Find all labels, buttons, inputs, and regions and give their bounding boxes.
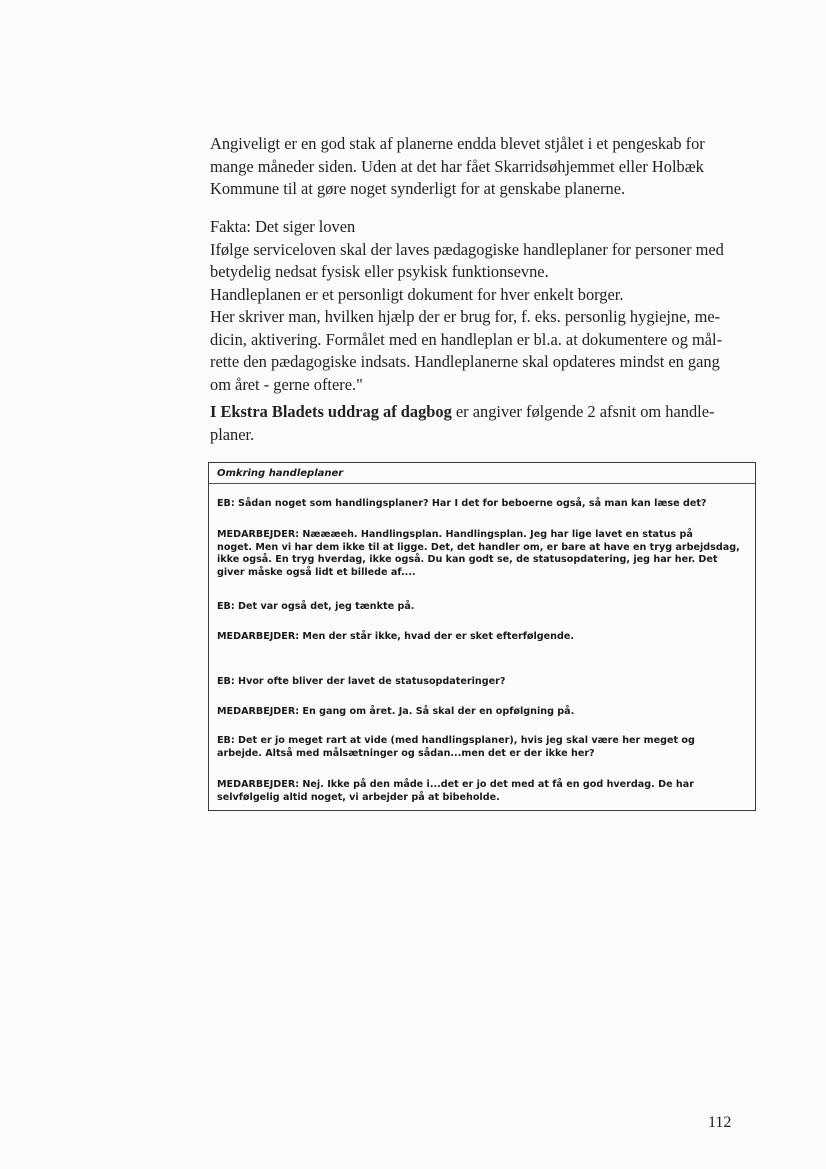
text-line: planer. [210, 424, 255, 444]
dialogue-line: EB: Hvor ofte bliver der lavet de statusopdateringer? [217, 676, 506, 687]
dialogue-line: MEDARBEJDER: Nej. Ikke på den måde i...det er jo det med at få en god hverdag. De har [217, 779, 694, 790]
text-line: Angiveligt er en god stak af planerne endda blevet stjålet i et pengeskab for [210, 134, 705, 153]
paragraph-stolen-plans [210, 133, 740, 201]
dialogue-entry [217, 601, 747, 614]
dialogue-line: giver måske også lidt et billede af.... [217, 566, 416, 578]
dialogue-line: EB: Det er jo meget rart at vide (med handlingsplaner), hvis jeg skal være her meget og [217, 735, 695, 746]
text-line [210, 401, 740, 424]
text-line: rette den pædagogiske indsats. Handleplanerne skal opdateres mindst en gang [210, 352, 720, 371]
dialogue-line: MEDARBEJDER: Men der står ikke, hvad der er sket efterfølgende. [217, 631, 575, 642]
bold-source-text: I Ekstra Bladets uddrag af dagbog [210, 402, 452, 421]
box-title: Omkring handleplaner [217, 468, 344, 479]
dialogue-line: arbejde. Altså med målsætninger og sådan...men det er der ikke her? [217, 747, 595, 759]
dialogue-entry [217, 779, 747, 804]
text-line: Ifølge serviceloven skal der laves pædagogiske handleplaner for personer med [210, 239, 724, 259]
paragraph-law-facts [210, 216, 740, 396]
dialogue-line: MEDARBEJDER: Næææeh. Handlingsplan. Handlingsplan. Jeg har lige lavet en status på [217, 529, 693, 540]
text-line: Fakta: Det siger loven [210, 217, 356, 236]
dialogue-entry [217, 498, 747, 511]
dialogue-line: EB: Sådan noget som handlingsplaner? Har I det for beboerne også, så man kan læse det? [217, 498, 707, 509]
text-line: Handleplanen er et personligt dokument for hver enkelt borger. [210, 284, 624, 304]
dialogue-line: ikke også. En tryg hverdag, ikke også. Du kan godt se, de statusopdatering, jeg har her. Det [217, 554, 718, 565]
page-number: 112 [708, 1114, 732, 1131]
interview-excerpt-box [208, 462, 756, 811]
dialogue-line: noget. Men vi har dem ikke til at ligge. Det, det handler om, er bare at have en tryg arbejdsdag, [217, 541, 740, 553]
dialogue-line: selvfølgelig altid noget, vi arbejder på at bibeholde. [217, 791, 500, 803]
box-divider [209, 483, 755, 484]
dialogue-entry [217, 706, 747, 719]
text-line: dicin, aktivering. Formålet med en handleplan er bl.a. at dokumentere og mål- [210, 329, 723, 349]
text-line: mange måneder siden. Uden at det har fået Skarridsøhjemmet eller Holbæk [210, 156, 704, 176]
text-line: betydelig nedsat fysisk eller psykisk funktionsevne. [210, 262, 549, 281]
dialogue-line: MEDARBEJDER: En gang om året. Ja. Så skal der en opfølgning på. [217, 706, 575, 717]
text-line: om året - gerne oftere." [210, 374, 363, 394]
text-line: Kommune til at gøre noget synderligt for at genskabe planerne. [210, 179, 626, 198]
dialogue-entry [217, 676, 747, 689]
dialogue-entry [217, 529, 747, 579]
paragraph-diary-intro [210, 401, 740, 446]
dialogue-entry [217, 735, 747, 760]
text-line: Her skriver man, hvilken hjælp der er brug for, f. eks. personlig hygiejne, me- [210, 307, 721, 326]
dialogue-entry [217, 631, 747, 644]
dialogue-line: EB: Det var også det, jeg tænkte på. [217, 601, 415, 612]
intro-text: er angiver følgende 2 afsnit om handle- [451, 402, 715, 421]
